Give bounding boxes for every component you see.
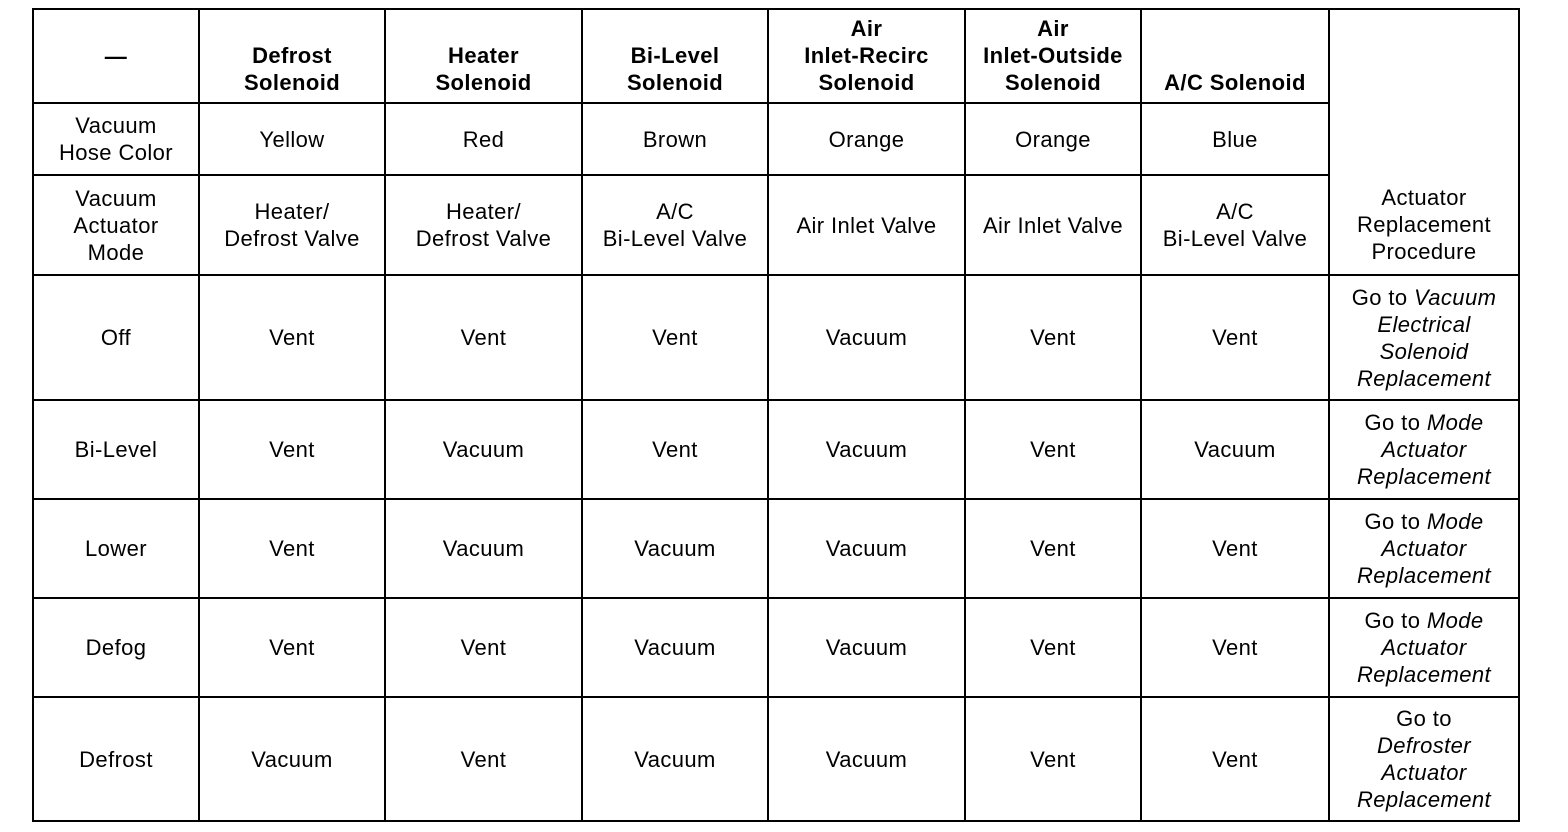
header-heater-solenoid: Heater Solenoid [385, 9, 582, 103]
table-cell: Vacuum [1141, 400, 1329, 499]
table-cell: Vent [385, 275, 582, 400]
table-cell: Vacuum [768, 400, 965, 499]
table-cell: Air Inlet Valve [768, 175, 965, 275]
row-label: Vacuum Actuator Mode [33, 175, 199, 275]
table-cell: Vent [965, 697, 1141, 821]
procedure-cell [1329, 697, 1519, 821]
table-cell: Heater/ Defrost Valve [199, 175, 385, 275]
header-blank-cell [1329, 9, 1519, 103]
mode-label: Off [33, 275, 199, 400]
table-cell: Vent [199, 499, 385, 598]
header-corner: — [33, 9, 199, 103]
table-cell: Vacuum [385, 400, 582, 499]
procedure-cell [1329, 598, 1519, 697]
procedure-link[interactable]: Mode Actuator Replacement [1356, 410, 1492, 489]
procedure-header: Actuator Replacement Procedure [1329, 175, 1519, 275]
mode-row-bi-level [33, 400, 1519, 499]
mode-label: Bi-Level [33, 400, 199, 499]
mode-label: Defog [33, 598, 199, 697]
procedure-link[interactable]: Mode Actuator Replacement [1356, 608, 1492, 687]
procedure-link[interactable]: Defroster Actuator Replacement [1356, 733, 1492, 812]
table-cell: Vent [1141, 499, 1329, 598]
mode-row-lower [33, 499, 1519, 598]
procedure-link[interactable]: Mode Actuator Replacement [1356, 509, 1492, 588]
procedure-prefix: Go to [1364, 509, 1421, 534]
table-cell: Air Inlet Valve [965, 175, 1141, 275]
table-cell: Vacuum [199, 697, 385, 821]
table-cell: Vent [1141, 697, 1329, 821]
table-cell: Vent [385, 598, 582, 697]
table-cell: Vent [1141, 598, 1329, 697]
table-cell: Vacuum [768, 697, 965, 821]
table-cell: A/C Bi-Level Valve [1141, 175, 1329, 275]
table-cell: Vent [1141, 275, 1329, 400]
table-cell: Vent [582, 275, 768, 400]
actuator-mode-row [33, 175, 1519, 275]
procedure-prefix: Go to [1364, 608, 1421, 633]
procedure-cell [1329, 275, 1519, 400]
hose-color-row [33, 103, 1519, 175]
table-cell: Vent [965, 598, 1141, 697]
mode-row-defrost [33, 697, 1519, 821]
table-cell: Vent [965, 400, 1141, 499]
table-cell: A/C Bi-Level Valve [582, 175, 768, 275]
table-cell: Vent [385, 697, 582, 821]
table-cell: Vacuum [768, 499, 965, 598]
table-cell: Vent [199, 275, 385, 400]
table-cell: Vent [965, 275, 1141, 400]
table-cell: Vacuum [582, 697, 768, 821]
table-cell: Orange [965, 103, 1141, 175]
header-air-inlet-recirc-solenoid: Air Inlet-Recirc Solenoid [768, 9, 965, 103]
procedure-prefix: Go to [1351, 284, 1408, 310]
table-cell: Vent [199, 598, 385, 697]
mode-row-off [33, 275, 1519, 400]
vacuum-solenoid-table [32, 8, 1520, 822]
table-cell: Brown [582, 103, 768, 175]
procedure-cell [1329, 400, 1519, 499]
procedure-prefix: Go to [1364, 410, 1421, 435]
procedure-link[interactable]: Vacuum Electrical Solenoid Replacement [1356, 284, 1497, 391]
procedure-prefix: Go to [1396, 706, 1452, 731]
procedure-cell [1329, 499, 1519, 598]
mode-label: Lower [33, 499, 199, 598]
table-cell: Orange [768, 103, 965, 175]
table-cell: Vacuum [768, 598, 965, 697]
row-label: Vacuum Hose Color [33, 103, 199, 175]
header-row [33, 9, 1519, 103]
table-cell: Blue [1141, 103, 1329, 175]
header-air-inlet-outside-solenoid: Air Inlet-Outside Solenoid [965, 9, 1141, 103]
table-cell: Vent [582, 400, 768, 499]
header-defrost-solenoid: Defrost Solenoid [199, 9, 385, 103]
header-ac-solenoid: A/C Solenoid [1141, 9, 1329, 103]
table-cell: Vent [965, 499, 1141, 598]
table-cell: Vent [199, 400, 385, 499]
table-cell: Vacuum [582, 499, 768, 598]
table-cell: Vacuum [582, 598, 768, 697]
table-cell: Heater/ Defrost Valve [385, 175, 582, 275]
header-bi-level-solenoid: Bi-Level Solenoid [582, 9, 768, 103]
mode-row-defog [33, 598, 1519, 697]
table-cell: Vacuum [385, 499, 582, 598]
mode-label: Defrost [33, 697, 199, 821]
table-cell: Red [385, 103, 582, 175]
table-cell: Vacuum [768, 275, 965, 400]
table-cell: Yellow [199, 103, 385, 175]
blank-cell [1329, 103, 1519, 175]
